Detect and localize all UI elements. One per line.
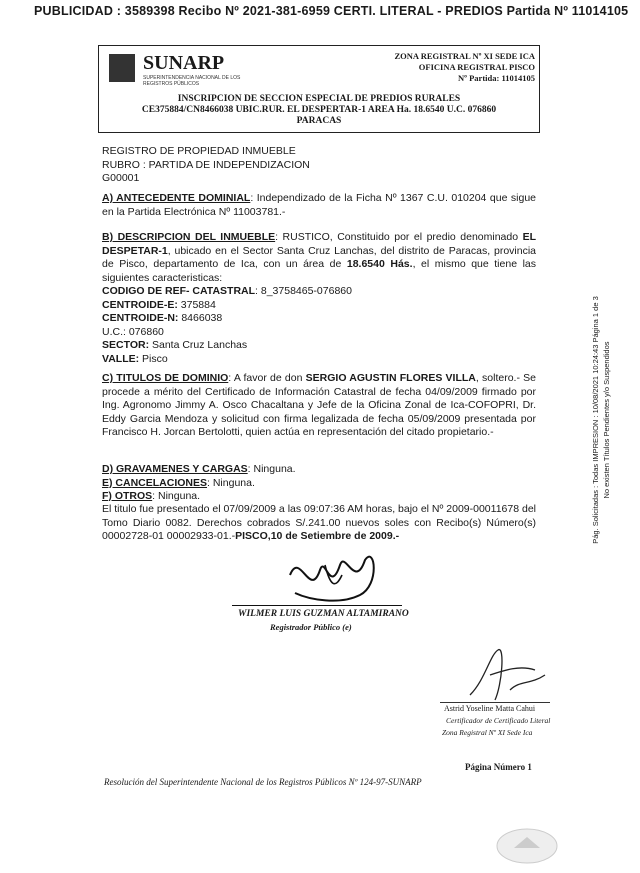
watermark-icon [492, 822, 562, 867]
publicidad-header: PUBLICIDAD : 3589398 Recibo Nº 2021-381-6959 CERTI. LITERAL - PREDIOS Partida Nº 11014105 [34, 4, 629, 18]
section-b-text3: , el mismo que tiene las siguientes caracteristicas: [102, 258, 536, 284]
section-c [102, 372, 536, 440]
pagina-numero: Página Número 1 [465, 762, 532, 772]
firma1-name: WILMER LUIS GUZMAN ALTAMIRANO [238, 609, 409, 619]
zona-registral [395, 51, 536, 84]
section-b-label: B) DESCRIPCION DEL INMUEBLE [102, 231, 276, 243]
section-b-text1: : RUSTICO, Constituido por el predio denominado [275, 231, 523, 243]
firma2-name: Astrid Yoseline Matta Cahui [444, 704, 536, 713]
zona-line2: OFICINA REGISTRAL PISCO [418, 62, 535, 72]
signature-line-1 [232, 605, 402, 606]
sunarp-header-box [98, 45, 540, 133]
section-d-label: D) GRAVAMENES Y CARGAS [102, 463, 248, 475]
inscripcion-line2: CE375884/CN8466038 UBIC.RUR. EL DESPERTAR-1 AREA Ha. 18.6540 U.C. 076860 [141, 105, 497, 115]
centroide-n-value: 8466038 [178, 312, 223, 324]
centroide-n-label: CENTROIDE-N: [102, 312, 179, 324]
section-f-label: F) OTROS [102, 490, 153, 502]
codigo-value: : 8_3758465-076860 [255, 285, 352, 297]
sunarp-logo-icon [109, 54, 135, 82]
side-line1: Pág. Solicitadas : Todas IMPRESION : 10/08/2021 10:24:43 Página 1 de 3 [591, 296, 600, 544]
section-b-text2: , ubicado en el Sector Santa Cruz Lanchas, del distrito de Paracas, provincia de Pisco, departamento de Ica, con un área de [102, 244, 536, 270]
section-b [102, 231, 536, 285]
signature-matta-icon [460, 645, 555, 705]
uc-line: U.C.: 076860 [102, 325, 164, 338]
sector-label: SECTOR: [102, 339, 150, 351]
signature-line-2 [440, 702, 550, 703]
section-a [102, 192, 536, 219]
side-print-info [590, 270, 612, 570]
codigo-label: CODIGO DE REF- CATASTRAL [102, 285, 256, 297]
sections-def [102, 463, 296, 504]
registro-line2: RUBRO : PARTIDA DE INDEPENDIZACION [102, 158, 310, 171]
registro-line1: REGISTRO DE PROPIEDAD INMUEBLE [102, 145, 296, 157]
section-c-text2: , soltero.- Se procede a mérito del Certificado de Información Catastral de fecha 04/09/2009 firmado por Ing. Agronomo Jimmy A. Osco Chacaltana y Jefe de la Oficina Zonal de Ica-COFOPRI, Dr. Eddy Garcia Mendoza y solicitud con firma legalizada de fecha 05/09/2009 presentada por Francisco H. Jorcan Bertolotti, quien actúa en representación del citado propietario.- [102, 372, 536, 438]
valle-value: Pisco [139, 352, 168, 365]
section-f-text: : Ninguna. [152, 490, 201, 502]
firma2-title: Certificador de Certificado Literal [446, 716, 551, 725]
sector-value: Santa Cruz Lanchas [149, 339, 248, 351]
signature-guzman-icon [280, 545, 390, 610]
firma1-title: Registrador Público (e) [270, 622, 352, 632]
inscripcion-title [99, 94, 539, 127]
catastral-block [102, 285, 352, 366]
section-a-text: : Independizado de la Ficha Nº 1367 C.U. 010204 que sigue en la Partida Electrónica Nº 11003781.- [102, 192, 536, 218]
section-c-text1: : A favor de don [228, 372, 306, 384]
logo-subtitle: SUPERINTENDENCIA NACIONAL DE LOS REGISTROS PÚBLICOS [143, 75, 241, 87]
section-e-label: E) CANCELACIONES [102, 476, 208, 489]
centroide-e-label: CENTROIDE-E: [102, 298, 178, 311]
section-c-label: C) TITULOS DE DOMINIO [102, 372, 229, 384]
titulo-place-date: PISCO,10 de Setiembre de 2009.- [235, 530, 400, 542]
section-a-label: A) ANTECEDENTE DOMINIAL [102, 192, 251, 204]
owner-name: SERGIO AGUSTIN FLORES VILLA [305, 372, 476, 384]
valle-label: VALLE: [102, 352, 140, 365]
predio-area: 18.6540 Hás. [346, 258, 413, 270]
resolucion-footer: Resolución del Superintendente Nacional de los Registros Públicos Nº 124-97-SUNARP [104, 777, 422, 787]
firma2-zona: Zona Registral Nº XI Sede Ica [442, 728, 533, 737]
section-d-text: : Ninguna. [247, 463, 296, 475]
registro-line3: G00001 [102, 172, 140, 184]
titulo-text: El titulo fue presentado el 07/09/2009 a las 09:07:36 AM horas, bajo el Nº 2009-00011678 del Tomo Diario 0082. Derechos cobrados S/.241.00 nuevos soles con Recibo(s) Número(s) 00002728-01 00002933-01.- [102, 503, 536, 542]
side-line2: No existen Títulos Pendientes y/o Suspendidos [602, 341, 611, 499]
section-e-text: : Ninguna. [207, 476, 255, 489]
inscripcion-line3: PARACAS [296, 116, 342, 126]
logo-name: SUNARP [143, 52, 225, 74]
predio-name: EL DESPETAR-1 [102, 231, 536, 257]
registro-block [102, 145, 310, 186]
centroide-e-value: 375884 [177, 298, 216, 311]
zona-line1: ZONA REGISTRAL Nº XI SEDE ICA [394, 51, 535, 61]
titulo-block [102, 503, 536, 544]
inscripcion-line1: INSCRIPCION DE SECCION ESPECIAL DE PREDIOS RURALES [177, 94, 461, 104]
zona-line3: Nº Partida: 11014105 [458, 73, 535, 83]
